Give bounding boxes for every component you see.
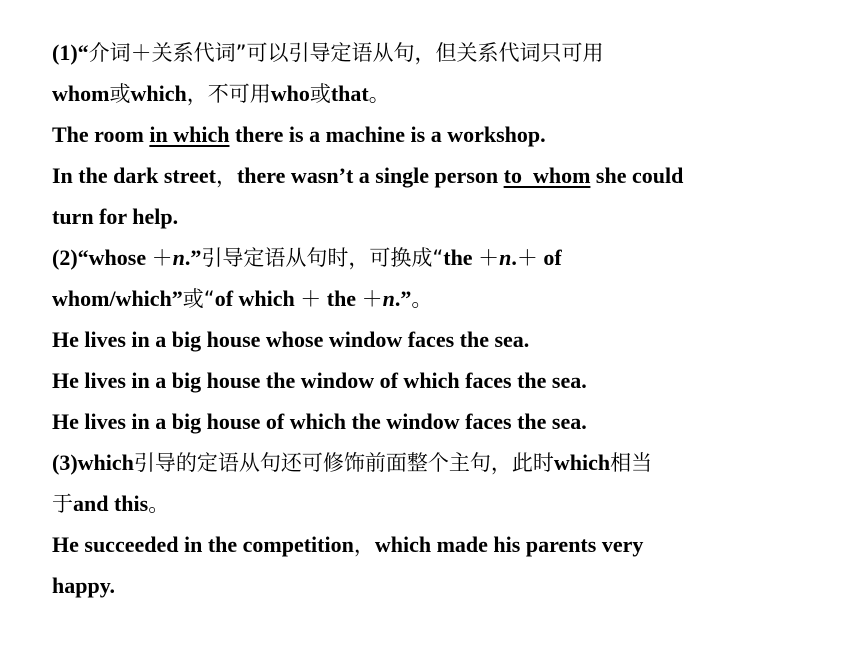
point1-heading-line2 bbox=[52, 78, 842, 119]
word-which: which bbox=[130, 81, 187, 106]
point1-heading-line1 bbox=[52, 37, 842, 78]
heading-text: .” bbox=[184, 245, 202, 270]
point2-example2 bbox=[52, 365, 842, 406]
example-text: turn for help. bbox=[52, 204, 179, 229]
point3-desc: 引导的定语从句还可修饰前面整个主句，此时 bbox=[133, 451, 554, 475]
example-text: there is a machine is a workshop. bbox=[229, 122, 546, 147]
cn-to: 于 bbox=[52, 492, 73, 516]
point1-term: 介词＋关系代词 bbox=[88, 41, 236, 65]
cn-equivalent: 相当 bbox=[610, 451, 653, 475]
example-text: He lives in a big house whose window faces the sea. bbox=[52, 327, 530, 352]
heading-text: the bbox=[443, 245, 479, 270]
word-which: which bbox=[553, 450, 611, 475]
slide-content bbox=[52, 37, 842, 611]
italic-n: n bbox=[499, 245, 512, 270]
example-text: she could bbox=[590, 163, 684, 188]
cn-or: 或 bbox=[109, 82, 131, 106]
point1-example1 bbox=[52, 119, 842, 160]
cn-or: 或 bbox=[182, 287, 204, 311]
heading-text: . bbox=[511, 245, 517, 270]
heading-text: whom/which” bbox=[52, 286, 183, 311]
point2-heading-line1 bbox=[52, 242, 842, 283]
quote-open: “ bbox=[77, 40, 89, 65]
word-that: that bbox=[330, 81, 369, 106]
point3-example-line1 bbox=[52, 529, 842, 570]
point1-example2-line2 bbox=[52, 201, 842, 242]
quote-open: “ bbox=[432, 246, 444, 270]
example-text: The room bbox=[52, 122, 150, 147]
quote-open: “ bbox=[203, 287, 215, 311]
italic-n: n bbox=[172, 245, 185, 270]
plus-sign: ＋ bbox=[300, 287, 322, 311]
cn-or: 或 bbox=[309, 82, 331, 106]
point1-number: (1) bbox=[52, 40, 78, 65]
point2-example1 bbox=[52, 324, 842, 365]
example-text: He lives in a big house the window of which faces the sea. bbox=[52, 368, 587, 393]
point3-heading-line1 bbox=[52, 447, 842, 488]
point1-example2-line1 bbox=[52, 160, 842, 201]
point2-desc: 引导定语从句时，可换成 bbox=[201, 246, 433, 270]
plus-sign: ＋ bbox=[361, 287, 383, 311]
point2-example3 bbox=[52, 406, 842, 447]
cn-comma: ， bbox=[215, 164, 237, 188]
heading-text: of bbox=[537, 245, 562, 270]
word-whom: whom bbox=[52, 81, 110, 106]
cn-period: 。 bbox=[148, 492, 170, 516]
point3-example-line2 bbox=[52, 570, 842, 611]
quote-close: ” bbox=[235, 41, 247, 65]
example-text: there wasn’t a single person bbox=[236, 163, 504, 188]
cn-period: 。 bbox=[411, 287, 433, 311]
heading-text: .” bbox=[394, 286, 412, 311]
point2-heading-line2 bbox=[52, 283, 842, 324]
italic-n: n bbox=[382, 286, 395, 311]
example-text: He succeeded in the competition bbox=[52, 532, 354, 557]
cn-comma: ， bbox=[353, 533, 375, 557]
point2-number: (2)“whose bbox=[52, 245, 152, 270]
example-text: happy. bbox=[52, 573, 115, 598]
cn-period: 。 bbox=[368, 82, 390, 106]
example-text: In the dark street bbox=[52, 163, 216, 188]
point1-desc: 可以引导定语从句，但关系代词只可用 bbox=[246, 41, 604, 65]
word-who: who bbox=[270, 81, 310, 106]
cn-not-usable: ，不可用 bbox=[186, 82, 271, 106]
plus-sign: ＋ bbox=[516, 246, 538, 270]
example-text: which made his parents very bbox=[374, 532, 644, 557]
point3-number: (3)which bbox=[52, 450, 134, 475]
point3-heading-line2 bbox=[52, 488, 842, 529]
plus-sign: ＋ bbox=[151, 246, 173, 270]
heading-text: of which bbox=[214, 286, 301, 311]
phrase-and-this: and this bbox=[73, 491, 149, 516]
underlined-phrase: to whom bbox=[503, 163, 591, 188]
plus-sign: ＋ bbox=[478, 246, 500, 270]
heading-text: the bbox=[321, 286, 362, 311]
underlined-phrase: in which bbox=[149, 122, 230, 147]
example-text: He lives in a big house of which the window faces the sea. bbox=[52, 409, 587, 434]
